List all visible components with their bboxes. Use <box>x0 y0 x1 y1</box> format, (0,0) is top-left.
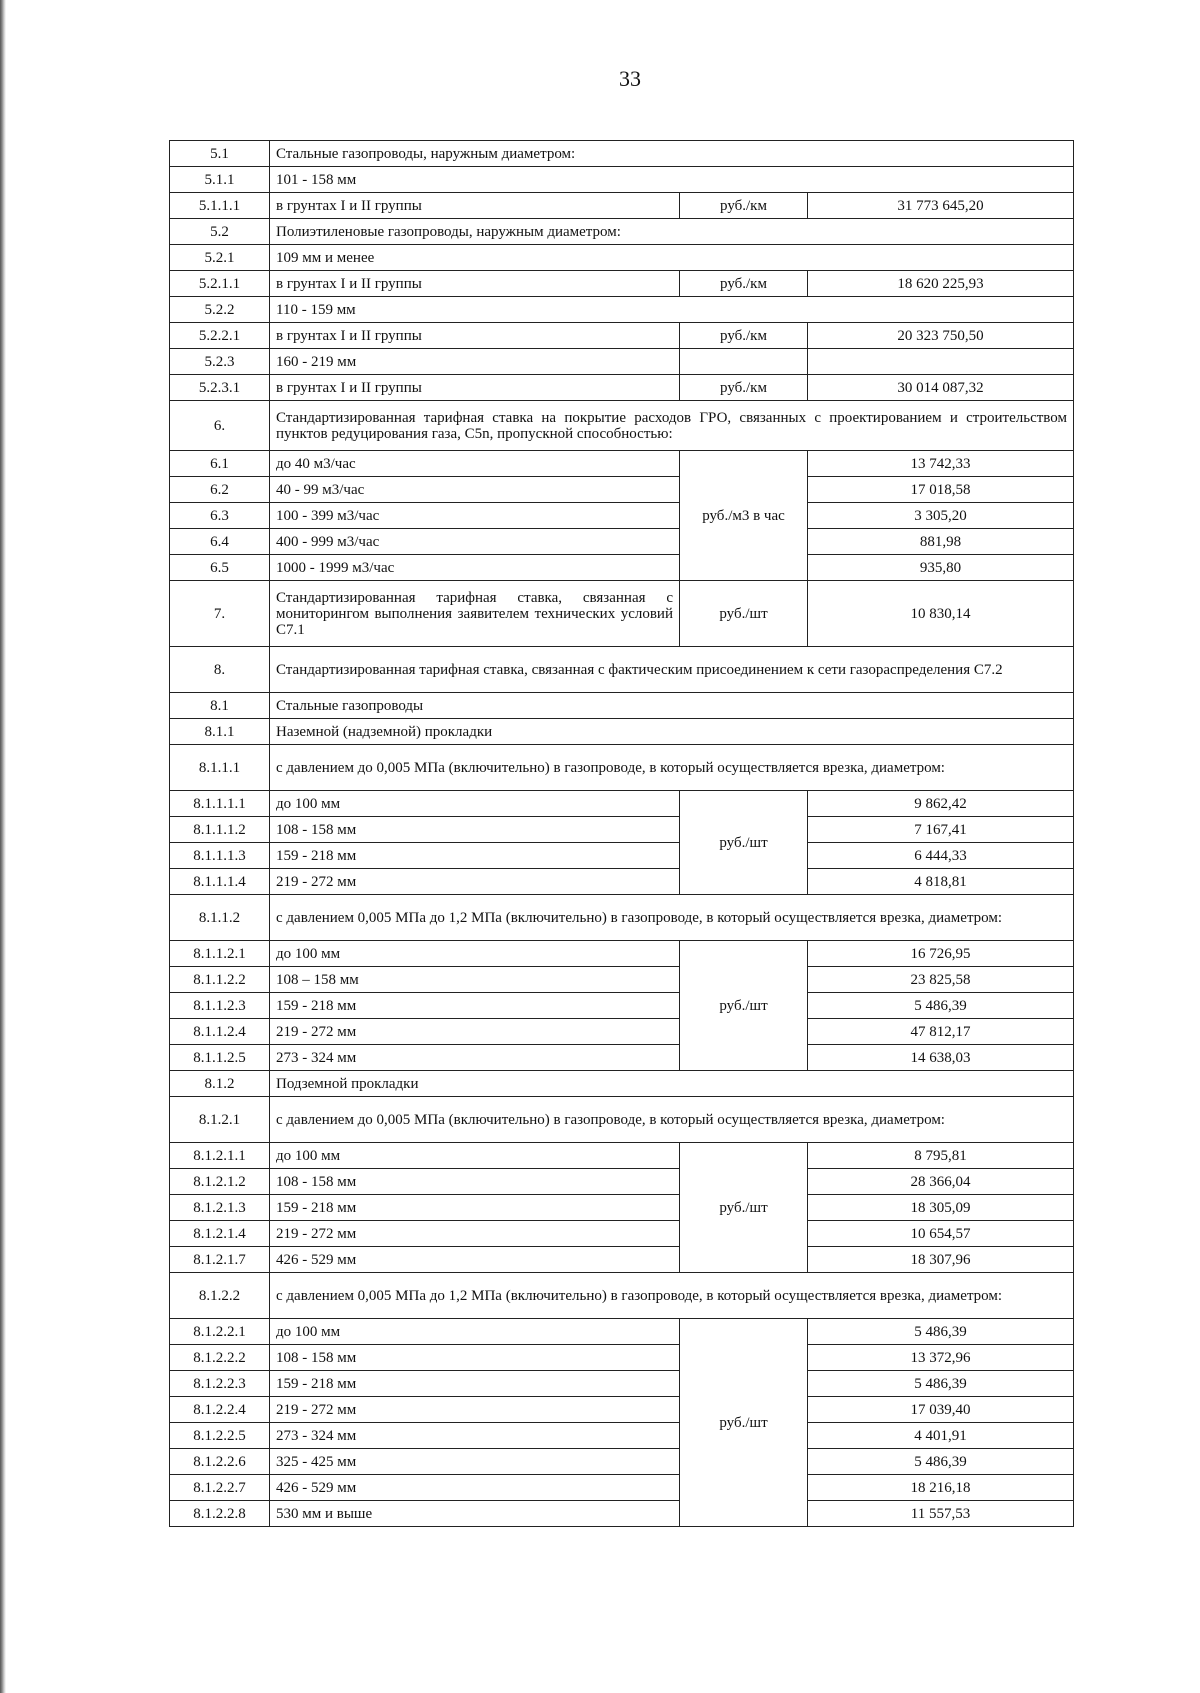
row-code: 8.1.1.2 <box>170 895 270 941</box>
table-row <box>170 1221 1074 1247</box>
row-code: 8.1.1.2.4 <box>170 1019 270 1045</box>
row-name: в грунтах I и II группы <box>270 271 680 297</box>
row-name: 159 - 218 мм <box>270 1195 680 1221</box>
row-code: 8.1.1.2.1 <box>170 941 270 967</box>
table-row <box>170 1345 1074 1371</box>
row-code: 8.1.2.1 <box>170 1097 270 1143</box>
table-row <box>170 817 1074 843</box>
row-code: 8.1.2.1.2 <box>170 1169 270 1195</box>
row-value: 6 444,33 <box>808 843 1074 869</box>
row-code: 8.1.2.2 <box>170 1273 270 1319</box>
row-name: 100 - 399 м3/час <box>270 503 680 529</box>
table-row <box>170 219 1074 245</box>
table-row <box>170 451 1074 477</box>
row-value: 9 862,42 <box>808 791 1074 817</box>
table-row <box>170 401 1074 451</box>
row-name: 40 - 99 м3/час <box>270 477 680 503</box>
row-name: 426 - 529 мм <box>270 1247 680 1273</box>
table-row <box>170 349 1074 375</box>
row-value: 7 167,41 <box>808 817 1074 843</box>
row-name: с давлением 0,005 МПа до 1,2 МПа (включительно) в газопроводе, в который осуществляется врезка, диаметром: <box>270 1273 1074 1319</box>
row-value: 4 401,91 <box>808 1423 1074 1449</box>
row-unit: руб./км <box>680 193 808 219</box>
row-value: 935,80 <box>808 555 1074 581</box>
row-name: Стандартизированная тарифная ставка, связанная с мониторингом выполнения заявителем технических условий C7.1 <box>270 581 680 647</box>
row-value: 14 638,03 <box>808 1045 1074 1071</box>
row-value: 10 830,14 <box>808 581 1074 647</box>
row-name: Стальные газопроводы, наружным диаметром: <box>270 141 1074 167</box>
row-value: 13 372,96 <box>808 1345 1074 1371</box>
row-name: 400 - 999 м3/час <box>270 529 680 555</box>
row-code: 8.1.1.2.2 <box>170 967 270 993</box>
row-name: Полиэтиленовые газопроводы, наружным диаметром: <box>270 219 1074 245</box>
row-code: 5.2.2.1 <box>170 323 270 349</box>
row-name: 273 - 324 мм <box>270 1045 680 1071</box>
row-code: 5.1.1 <box>170 167 270 193</box>
row-code: 8.1.2.1.3 <box>170 1195 270 1221</box>
table-row <box>170 297 1074 323</box>
table-row <box>170 941 1074 967</box>
group-unit: руб./шт <box>680 1319 808 1527</box>
row-code: 6.1 <box>170 451 270 477</box>
row-name: с давлением 0,005 МПа до 1,2 МПа (включительно) в газопроводе, в который осуществляется врезка, диаметром: <box>270 895 1074 941</box>
table-row <box>170 1019 1074 1045</box>
table-row <box>170 529 1074 555</box>
row-code: 8.1.2.2.3 <box>170 1371 270 1397</box>
table-row <box>170 1071 1074 1097</box>
row-code: 6.3 <box>170 503 270 529</box>
row-code: 8.1.1.1 <box>170 745 270 791</box>
table-row <box>170 141 1074 167</box>
table-row <box>170 245 1074 271</box>
row-value: 47 812,17 <box>808 1019 1074 1045</box>
table-row <box>170 503 1074 529</box>
row-code: 8.1.2.2.5 <box>170 1423 270 1449</box>
row-code: 5.2.1.1 <box>170 271 270 297</box>
row-value: 5 486,39 <box>808 1371 1074 1397</box>
row-code: 6. <box>170 401 270 451</box>
row-name: 273 - 324 мм <box>270 1423 680 1449</box>
row-code: 8.1.1.1.2 <box>170 817 270 843</box>
row-value: 18 307,96 <box>808 1247 1074 1273</box>
table-row <box>170 967 1074 993</box>
row-name: до 40 м3/час <box>270 451 680 477</box>
row-name: 108 - 158 мм <box>270 817 680 843</box>
row-name: до 100 мм <box>270 941 680 967</box>
row-value: 10 654,57 <box>808 1221 1074 1247</box>
table-row <box>170 843 1074 869</box>
row-code: 5.1 <box>170 141 270 167</box>
row-unit: руб./шт <box>680 581 808 647</box>
row-code: 8.1.2.1.4 <box>170 1221 270 1247</box>
tariff-table <box>169 140 1074 1527</box>
row-code: 8.1.2.1.1 <box>170 1143 270 1169</box>
group-unit: руб./шт <box>680 941 808 1071</box>
row-name: 219 - 272 мм <box>270 1019 680 1045</box>
row-value: 18 305,09 <box>808 1195 1074 1221</box>
table-row <box>170 477 1074 503</box>
page-number: 33 <box>619 66 641 91</box>
row-name: 160 - 219 мм <box>270 349 680 375</box>
row-code: 5.2.3 <box>170 349 270 375</box>
row-name: 530 мм и выше <box>270 1501 680 1527</box>
row-name: Наземной (надземной) прокладки <box>270 719 1074 745</box>
table-row <box>170 719 1074 745</box>
table-row <box>170 1475 1074 1501</box>
table-row <box>170 1449 1074 1475</box>
row-name: 108 – 158 мм <box>270 967 680 993</box>
table-row <box>170 1195 1074 1221</box>
row-code: 7. <box>170 581 270 647</box>
row-value: 20 323 750,50 <box>808 323 1074 349</box>
row-name: 219 - 272 мм <box>270 1221 680 1247</box>
table-row <box>170 869 1074 895</box>
group-unit: руб./м3 в час <box>680 451 808 581</box>
row-name: 108 - 158 мм <box>270 1169 680 1195</box>
row-value: 8 795,81 <box>808 1143 1074 1169</box>
scan-edge <box>0 0 6 1693</box>
row-value: 13 742,33 <box>808 451 1074 477</box>
row-value: 3 305,20 <box>808 503 1074 529</box>
row-name: с давлением до 0,005 МПа (включительно) в газопроводе, в который осуществляется врезка, диаметром: <box>270 1097 1074 1143</box>
table-row <box>170 555 1074 581</box>
row-name: Стандартизированная тарифная ставка на покрытие расходов ГРО, связанных с проектированием и строительством пунктов редуцирования газа, C5n, пропускной способностью: <box>270 401 1074 451</box>
row-name: в грунтах I и II группы <box>270 193 680 219</box>
table-row <box>170 1273 1074 1319</box>
row-code: 8.1.2.2.8 <box>170 1501 270 1527</box>
row-value: 18 620 225,93 <box>808 271 1074 297</box>
row-name: 219 - 272 мм <box>270 1397 680 1423</box>
table-row <box>170 1247 1074 1273</box>
row-code: 5.1.1.1 <box>170 193 270 219</box>
table-row <box>170 193 1074 219</box>
table-row <box>170 895 1074 941</box>
table-row <box>170 1501 1074 1527</box>
row-value: 30 014 087,32 <box>808 375 1074 401</box>
table-row <box>170 745 1074 791</box>
row-code: 8.1.1.1.4 <box>170 869 270 895</box>
row-name: 108 - 158 мм <box>270 1345 680 1371</box>
row-name: 159 - 218 мм <box>270 843 680 869</box>
row-code: 8.1.2.2.7 <box>170 1475 270 1501</box>
row-name: Стандартизированная тарифная ставка, связанная с фактическим присоединением к сети газораспределения C7.2 <box>270 647 1074 693</box>
row-code: 8.1.2.2.4 <box>170 1397 270 1423</box>
row-name: в грунтах I и II группы <box>270 323 680 349</box>
row-code: 5.2.1 <box>170 245 270 271</box>
row-value: 31 773 645,20 <box>808 193 1074 219</box>
row-name: 110 - 159 мм <box>270 297 1074 323</box>
row-value: 23 825,58 <box>808 967 1074 993</box>
row-name: 325 - 425 мм <box>270 1449 680 1475</box>
row-code: 8.1.2.1.7 <box>170 1247 270 1273</box>
row-code: 8.1 <box>170 693 270 719</box>
table-row <box>170 1319 1074 1345</box>
row-name: в грунтах I и II группы <box>270 375 680 401</box>
row-code: 8. <box>170 647 270 693</box>
table-row <box>170 993 1074 1019</box>
row-code: 8.1.2 <box>170 1071 270 1097</box>
table-row <box>170 1397 1074 1423</box>
table-row <box>170 647 1074 693</box>
row-unit: руб./км <box>680 375 808 401</box>
group-unit: руб./шт <box>680 791 808 895</box>
row-name: до 100 мм <box>270 791 680 817</box>
row-unit: руб./км <box>680 271 808 297</box>
row-value: 4 818,81 <box>808 869 1074 895</box>
row-value: 11 557,53 <box>808 1501 1074 1527</box>
row-value: 28 366,04 <box>808 1169 1074 1195</box>
row-value: 881,98 <box>808 529 1074 555</box>
table-row <box>170 1143 1074 1169</box>
row-name: с давлением до 0,005 МПа (включительно) в газопроводе, в который осуществляется врезка, диаметром: <box>270 745 1074 791</box>
row-value: 5 486,39 <box>808 1449 1074 1475</box>
row-value: 17 018,58 <box>808 477 1074 503</box>
row-unit <box>680 349 808 375</box>
row-code: 8.1.2.2.2 <box>170 1345 270 1371</box>
row-value: 5 486,39 <box>808 1319 1074 1345</box>
table-row <box>170 1423 1074 1449</box>
row-code: 8.1.1.1.3 <box>170 843 270 869</box>
row-code: 8.1.2.2.1 <box>170 1319 270 1345</box>
row-value: 18 216,18 <box>808 1475 1074 1501</box>
table-row <box>170 791 1074 817</box>
table-row <box>170 1371 1074 1397</box>
table-row <box>170 167 1074 193</box>
table-row <box>170 693 1074 719</box>
row-name: 219 - 272 мм <box>270 869 680 895</box>
row-name: до 100 мм <box>270 1319 680 1345</box>
row-name: Подземной прокладки <box>270 1071 1074 1097</box>
row-code: 6.2 <box>170 477 270 503</box>
row-name: 426 - 529 мм <box>270 1475 680 1501</box>
row-name: 1000 - 1999 м3/час <box>270 555 680 581</box>
row-unit: руб./км <box>680 323 808 349</box>
row-code: 5.2.2 <box>170 297 270 323</box>
row-code: 5.2 <box>170 219 270 245</box>
row-code: 8.1.1.2.3 <box>170 993 270 1019</box>
row-value: 5 486,39 <box>808 993 1074 1019</box>
row-code: 6.5 <box>170 555 270 581</box>
table-row <box>170 271 1074 297</box>
table-row <box>170 1169 1074 1195</box>
group-unit: руб./шт <box>680 1143 808 1273</box>
table-row <box>170 1045 1074 1071</box>
row-name: до 100 мм <box>270 1143 680 1169</box>
row-value: 16 726,95 <box>808 941 1074 967</box>
table-row <box>170 1097 1074 1143</box>
row-name: Стальные газопроводы <box>270 693 1074 719</box>
row-code: 8.1.1.2.5 <box>170 1045 270 1071</box>
table-row <box>170 581 1074 647</box>
row-code: 6.4 <box>170 529 270 555</box>
table-row <box>170 323 1074 349</box>
row-name: 159 - 218 мм <box>270 993 680 1019</box>
table-row <box>170 375 1074 401</box>
row-code: 5.2.3.1 <box>170 375 270 401</box>
row-value <box>808 349 1074 375</box>
row-code: 8.1.1.1.1 <box>170 791 270 817</box>
row-name: 159 - 218 мм <box>270 1371 680 1397</box>
row-code: 8.1.2.2.6 <box>170 1449 270 1475</box>
row-name: 101 - 158 мм <box>270 167 1074 193</box>
row-code: 8.1.1 <box>170 719 270 745</box>
row-name: 109 мм и менее <box>270 245 1074 271</box>
row-value: 17 039,40 <box>808 1397 1074 1423</box>
